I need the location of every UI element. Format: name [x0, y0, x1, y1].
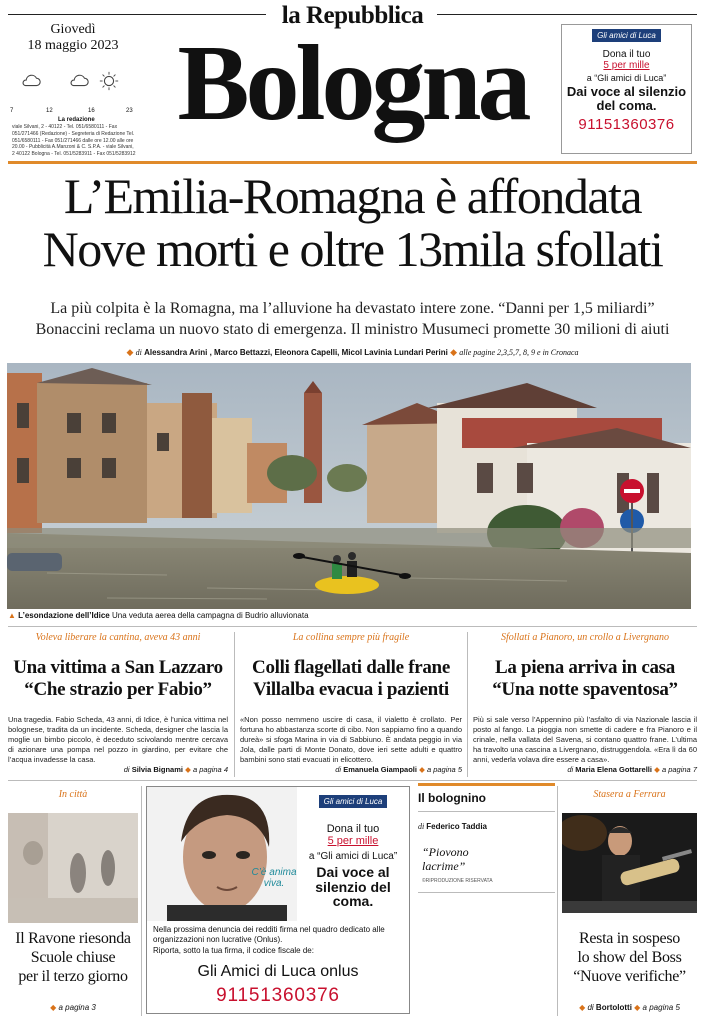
- box-in-citta[interactable]: [8, 783, 138, 1013]
- ad-amici-di-luca-top[interactable]: [561, 24, 692, 154]
- caption-title: L’esondazione dell’Idice: [18, 611, 110, 620]
- column-divider: [234, 632, 235, 777]
- cloud-icon: [68, 70, 90, 92]
- sig-page[interactable]: a pagina 7: [661, 765, 697, 775]
- cloud-icon: [20, 70, 42, 92]
- ad-line: 5 per mille: [603, 60, 650, 71]
- box-page-ref[interactable]: ◆ a pagina 3: [50, 1003, 96, 1012]
- subheadline-line: Bonaccini reclama un nuovo stato di emergenza. Il ministro Musumeci promette 30 milioni di aiuti: [35, 320, 670, 338]
- section-rule: [8, 626, 697, 627]
- article-title: [473, 657, 697, 701]
- title-line: Villalba evacua i pazienti: [253, 678, 449, 700]
- column-divider: [141, 786, 142, 1016]
- temp-value: 16: [88, 108, 95, 114]
- sig-di: di: [567, 765, 574, 775]
- main-headline[interactable]: [0, 170, 705, 275]
- article-colli-frane[interactable]: [240, 632, 462, 774]
- article-signature: di Emanuela Giampaoli ◆ a pagina 5: [335, 765, 462, 775]
- weather-strip: [8, 70, 138, 114]
- ad-line: 5 per mille: [327, 835, 379, 847]
- article-body: Una tragedia. Fabio Scheda, 43 anni, di Idice, è l’unica vittima nel bolognese, tradita da un incidente. Scheda, designer che lascia la moglie un bimbo piccolo, è deceduto scivolando mentre cercava di azionare una pompa nel pozzo in giardino, per evitare che l’acqua invadesse la casa.: [8, 714, 228, 765]
- ad-text-block: [297, 791, 409, 909]
- article-title: [8, 657, 228, 701]
- sig-page: a pagina 5: [642, 1003, 680, 1012]
- title-line: Scuole chiuse: [30, 949, 116, 967]
- column-divider: [557, 786, 558, 1016]
- box-title: [8, 929, 138, 987]
- title-line: Il Ravone riesonda: [15, 930, 131, 947]
- title-line: Una vittima a San Lazzaro: [13, 657, 223, 678]
- byline-names: Alessandra Arini , Marco Bettazzi, Eleonora Capelli, Micol Lavinia Lundari Perini: [144, 348, 448, 357]
- column-divider: [467, 632, 468, 777]
- ad-body: Riporta, sotto la tua firma, il codice fiscale de:: [153, 945, 314, 955]
- page-ref: a pagina 3: [58, 1003, 96, 1012]
- masthead-divider: [8, 161, 697, 164]
- amici-di-luca-logo: Gli amici di Luca: [592, 29, 661, 42]
- ad-line: a “Gli amici di Luca”: [308, 851, 398, 862]
- article-signature: di Silvia Bignami ◆ a pagina 4: [123, 765, 228, 775]
- article-kicker: Sfollati a Pianoro, un crollo a Livergnano: [500, 632, 670, 643]
- title-line: “Nuove verifiche”: [573, 968, 686, 986]
- portrait-image: [147, 787, 297, 921]
- ad-fiscal-code: 91151360376: [578, 116, 675, 134]
- title-line: “Una notte spaventosa”: [492, 678, 678, 700]
- author-di: di: [418, 822, 425, 831]
- flood-photo: [7, 363, 691, 609]
- sig-name: Bortolotti: [595, 1003, 632, 1012]
- amici-di-luca-logo: Gli amici di Luca: [319, 795, 388, 808]
- newspaper-brand: la Repubblica: [281, 2, 424, 29]
- title-line: “Che strazio per Fabio”: [24, 678, 212, 700]
- author-name: Federico Taddia: [426, 822, 487, 831]
- box-kicker: In città: [58, 789, 88, 800]
- temp-value: 23: [126, 108, 133, 114]
- ad-line: Dona il tuo: [326, 823, 380, 835]
- article-body: «Non posso nemmeno uscire di casa, il vialetto è crollato. Per fortuna ho abbastanza scorte di cibo. Non sappiamo fino a quando dureà» si sfoga Marina in via di Sabbiuno. È andata peggio in via Jola, dalle parti di Monte Donato, dove ieri sette adulti e quattro bambini sono stati evacuati in elicottero.: [240, 714, 462, 765]
- sig-di: di: [587, 1003, 594, 1012]
- title-line: Colli flagellati dalle frane: [252, 657, 450, 678]
- article-san-lazzaro[interactable]: [8, 632, 228, 774]
- sig-name: Maria Elena Gottarelli: [575, 765, 652, 775]
- flooded-street-image: [7, 363, 691, 609]
- title-line: Resta in sospeso: [579, 930, 680, 947]
- subheadline-line: La più colpita è la Romagna, ma l’alluvione ha devastato intere zone. “Danni per 1,5 miliardi”: [50, 300, 655, 317]
- temp-value: 7: [10, 108, 14, 114]
- box-quote: “Piovono lacrime”: [422, 845, 469, 874]
- article-pianoro[interactable]: [473, 632, 697, 774]
- article-body: Più si sale verso l’Appennino più l’asfalto di via Nazionale lascia il posto al fango. La pioggia non smette di cadere e fra Pianoro e il crinale, nella vallata del Savena, si contano quattro frane. L’ultima ha travolto una cascina a Livergnano, distruggendola. «Era lì da 60 anni, vederla volava dire essere a casa».: [473, 714, 697, 765]
- title-line: per il terzo giorno: [18, 968, 128, 986]
- box-author: [418, 822, 555, 831]
- main-byline: ◆ di Alessandra Arini , Marco Bettazzi, Eleonora Capelli, Micol Lavinia Lundari Perini ◆ alle pagine 2,3,5,7, 8, 9 e in Cronaca: [126, 347, 579, 357]
- ad-instructions: [153, 925, 405, 956]
- concert-photo: [562, 813, 697, 913]
- byline-di: di: [135, 348, 142, 357]
- main-subheadline: [0, 299, 705, 341]
- title-line: lo show del Boss: [577, 949, 682, 967]
- box-rule: [418, 811, 555, 812]
- sig-page[interactable]: a pagina 4: [192, 765, 228, 775]
- redazione-title: La redazione: [58, 117, 95, 123]
- rights-note: ©RIPRODUZIONE RISERVATA: [422, 877, 493, 884]
- article-title: [240, 657, 462, 701]
- ad-fiscal-code: 91151360376: [216, 985, 340, 1006]
- ad-slogan: Dai voce al silenzio del coma.: [566, 84, 687, 113]
- citta-photo: [8, 813, 138, 923]
- date-weather-box: [8, 22, 138, 114]
- photo-caption: ▲ L’esondazione dell’Idice Una veduta aerea della campagna di Budrio alluvionata: [8, 611, 309, 620]
- box-title: [562, 929, 697, 987]
- sig-name: Silvia Bignami: [131, 765, 183, 775]
- box-title: Il bolognino: [418, 791, 486, 805]
- headline-line: Nove morti e oltre 13mila sfollati: [42, 220, 663, 277]
- issue-date: 18 maggio 2023: [27, 38, 119, 53]
- title-line: La piena arriva in casa: [495, 657, 675, 678]
- blurred-street-image: [8, 813, 138, 923]
- sig-di: di: [335, 765, 342, 775]
- ad-line: a “Gli amici di Luca”: [586, 73, 667, 83]
- temp-value: 12: [46, 108, 53, 114]
- edition-city: Bologna: [177, 24, 528, 143]
- ad-line: Dona il tuo: [602, 49, 651, 60]
- sig-page[interactable]: a pagina 5: [426, 765, 462, 775]
- box-ferrara[interactable]: [562, 783, 697, 1015]
- box-kicker: Stasera a Ferrara: [593, 789, 666, 800]
- sig-di: di: [123, 765, 130, 775]
- ad-org-name: Gli Amici di Luca onlus: [197, 963, 359, 980]
- article-signature: di Maria Elena Gottarelli ◆ a pagina 7: [567, 765, 697, 775]
- ad-body: Nella prossima denuncia dei redditi firma nel quadro dedicato alle organizzazioni non lucrative (Onlus).: [153, 925, 385, 945]
- ad-slogan: Dai voce al silenzio del coma.: [315, 864, 391, 910]
- section-rule: [8, 780, 697, 781]
- article-kicker: La collina sempre più fragile: [292, 632, 410, 643]
- box-bolognino[interactable]: [418, 783, 555, 933]
- byline-pages[interactable]: alle pagine 2,3,5,7, 8, 9 e in Cronaca: [459, 348, 579, 357]
- weekday: Giovedì: [50, 22, 96, 37]
- box-top-rule: [418, 783, 555, 786]
- box-rule: [418, 892, 555, 893]
- redazione-info: viale Silvani, 2 - 40122 - Tel. 051/6580111 - Fax 051/271466 (Redazione) - Segreteria di Redazione Tel. 051/6580111 - Fax 051/271466 dalle ore 12.00 alle ore 20.00 - Pubblicità A.Manzoni & C. S.P.A. - viale Silvani, 2 40122 Bologna - Tel. 051/5283911 - Fax 051/5283912: [12, 124, 136, 157]
- article-kicker: Voleva liberare la cantina, aveva 43 anni: [35, 632, 201, 643]
- caption-text: Una veduta aerea della campagna di Budrio alluvionata: [111, 611, 309, 620]
- sun-icon: [98, 70, 120, 92]
- sig-name: Emanuela Giampaoli: [343, 765, 417, 775]
- headline-line: L’Emilia-Romagna è affondata: [63, 168, 642, 224]
- ad-amici-di-luca-big[interactable]: [146, 786, 410, 1014]
- ad-bubble: C’è anima viva.: [251, 867, 297, 889]
- box-signature[interactable]: ◆ di Bortolotti ◆ a pagina 5: [579, 1003, 680, 1012]
